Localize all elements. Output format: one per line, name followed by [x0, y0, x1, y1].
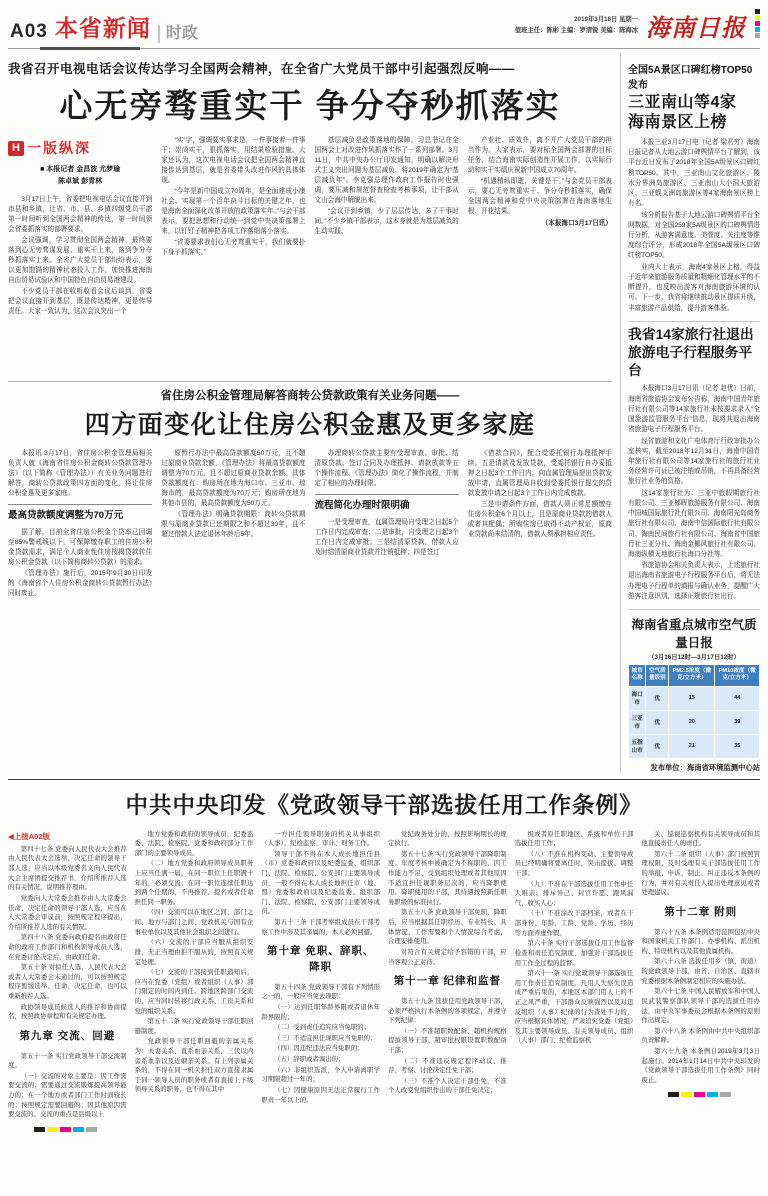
paragraph: 《管理办法》明确贷款期限：商转公贷款期限与原商业贷款已还期限之和不超过30年，且不超过借款人法定退休年龄后5年。 — [161, 511, 306, 539]
headline-line1: 我省14家旅行社退出 — [628, 326, 754, 342]
paragraph: 第五十四条 党政领导干部有下列情形之一的，一般应当免去现职： — [261, 983, 381, 1001]
paragraph: 原暂行办法中最高贷款额度50万元，且不超过原商业贷款余额，《管理办法》将最高贷款额度调整为70万元，且不超过原商业贷款余额。具体贷款额度有：购房所在地为海口市、三亚市、琼海市的，最高贷款额度为70万元；购房所在地为其他市县的，最高贷款额度为50万元。 — [161, 450, 306, 508]
table-row — [629, 710, 760, 734]
paragraph: （六）交流的干部应当服从组织安排，无正当理由拒不服从的，按照有关规定处理。 — [134, 939, 254, 966]
table-row — [629, 686, 760, 710]
color-swatch — [34, 1127, 45, 1132]
paragraph-group — [315, 136, 459, 237]
housing-article-col-1 — [8, 449, 152, 647]
paragraph: 《借款合同》，配合受委托银行办理抵押手续。五是请款及发放贷款，受委托银行自办妥抵押之日起3个工作日内，向直属管理局提出贷款发放申请，直属管理局自收到受委托银行提交的贷款发放申请之日起3个工作日内完成放款。 — [467, 450, 612, 498]
color-swatch — [86, 1127, 97, 1132]
paragraph: 产业壮、质效升，离不开广大党员干部的担当作为。大家表示，要对标全国两会部署的目标任务，结合海南实际创造性开展工作，以实际行动和实干实绩庆祝新中国成立70周年。 — [467, 137, 612, 175]
paragraph-group — [161, 136, 305, 258]
sidebar-article-scenic — [628, 61, 760, 314]
paragraph: 第六十八条 本条例由中共中央组织部负责解释。 — [641, 1027, 760, 1045]
paragraph: 第四十八条 党委向政府提名由政府任命的政府工作部门和机构领导成员人选，在党委讨论决定后，由政府任命。 — [8, 934, 127, 961]
paragraph: 这14家旅行社为：三亚中旅假期旅行社有限公司、三亚椰晖旅游服务有限公司、海南中国城国际旅行社有限公司、海南阳光岛商务旅行社有限公司、海南中信国际旅行社有限公司、海南民间旅行社有限公司、海南省中国旅行社三亚分社、海南金椰风旅行社有限公司、海南纵横天地旅行社海口分社等。 — [628, 489, 760, 558]
air-quality-report — [628, 615, 760, 773]
paragraph: 基层减负是政策落地的保障。习总书记在全国两会上对改进作风抓落实作了一系列部署。3月11日，中共中央办公厅印发通知，明确以解决形式主义突出问题为基层减负，将2019年确定为“基层减负年”。李克强总理作政府工作报告时也强调，要压减和规范督查检查考核事项，让干部从文山会海中解脱出来。 — [314, 137, 459, 205]
sidebar-divider — [628, 321, 760, 322]
column-subhead: 最高贷款额度调整为70万元 — [8, 504, 152, 523]
registration-marks — [755, 9, 760, 38]
table-row — [629, 734, 760, 758]
paragraph: 不少党员干部在收听收看会议后谈到，省委把会议直接开到基层，既是传达精神，更是传导责任。大家一致认为，这次会议突出一个 — [8, 288, 153, 316]
paragraph: 第五十条 对拟任人选，人民代表大会或者人大常委会未通过的，可以按照规定程序暂缓选举、任命、决定任命，也可以重新推荐人选。 — [8, 964, 127, 1000]
sidebar-divider — [628, 609, 760, 610]
air-quality-publisher: 发布单位：海南省环境监测中心站 — [650, 762, 760, 772]
chapter-heading: 第十章 免职、辞职、降职 — [266, 945, 375, 974]
paragraph: 本报讯 3月17日，省住房公积金管理局相关负责人就《海南省住房公积金商转公贷款管理办法》（以下简称《管理办法》）有关业务问题进行解答，商转公贷款政策四方面的变化，将让住房公积金惠及更多家庭。 — [8, 450, 153, 498]
table-header-cell: 空气质量级别 — [646, 665, 669, 687]
paragraph: （十）不准涂改干部档案，或者在干部身份、年龄、工龄、党龄、学历、经历等方面弄虚作假。 — [514, 910, 634, 937]
paragraph: 第五十一条 实行党政领导干部交流制度。 — [8, 1052, 127, 1070]
regulation-col-1 — [8, 830, 127, 1196]
paragraph: （二）地方党委和政府领导成员职务上应当任满一届，在同一职位上任职满十年的，必须交流；在同一职位连续任职达到两个任期的，不再推荐、提名或者任命担任同一职务。 — [134, 860, 254, 906]
color-swatch — [60, 1127, 71, 1132]
staff-line: 值班主任：陈彬 主编：罗清锐 美编：陈海冰 — [514, 26, 638, 34]
paragraph: 第五十七条 实行党政领导干部降职制度。年度考核中被确定为不称职的，因工作能力不足、受到组织处理或者其他原因不适宜担任现职务层次的，应当降职使用。降职使用的干部，其待遇按照新任职务职级的标准执行。 — [388, 850, 507, 906]
regulation-headline: 中共中央印发《党政领导干部选拔任用工作条例》 — [125, 792, 643, 818]
paragraph: 党委向人大常委会推荐由人大常委会任命、决定任命的领导干部人选，应当在人大常委会审议前，按照规定程序提出，介绍所推荐人选的有关情况。 — [8, 894, 127, 931]
lead-article-headline: 心无旁骛重实干 争分夺秒抓落实 — [59, 87, 561, 124]
regulation-col-4 — [388, 830, 507, 1196]
headline-line2: 海南景区上榜 — [628, 114, 728, 131]
regulation-col-5 — [515, 830, 634, 1196]
paragraph: 党政领导干部任职回避的亲属关系为：夫妻关系、直系血亲关系、三代以内旁系血亲以及近姻亲关系。有上列亲属关系的，不得在同一机关担任双方直接隶属于同一领导人员的职务或者有直接上下级领导关系的职务，也不得在其中 — [134, 1038, 254, 1094]
paragraph: 据了解，目前全省住房公积金个贷率已回调至85%警戒线以下，可保障缴存职工的住房公积金贷款需求，满足个人商业性住房按揭贷款转住房公积金贷款（以下简称商转公贷款）的需求。 — [8, 528, 153, 566]
date-line: 2019年3月18日 星期一 — [573, 16, 638, 24]
color-swatch — [755, 9, 760, 14]
paragraph: （八）不准在机构变动、主要领导成员已经明确将要离任时，突击提拔、调整干部； — [514, 850, 634, 878]
paragraph: 第六十条 实行干部选拔任用工作监督检查和责任追究制度，加强对干部选拔任用工作全过程的监督。 — [514, 940, 634, 967]
sidebar-column — [620, 53, 760, 773]
byline-line2: 陈卓斌 彭青林 — [58, 178, 103, 186]
paragraph: 一方担任领导职务的机关从事组织（人事）、纪检监察、审计、财务工作。 — [261, 830, 381, 848]
headline-line1: 三亚南山等4家 — [628, 94, 737, 111]
main-articles-zone — [8, 53, 612, 773]
regulation-col-6 — [641, 830, 760, 1196]
paragraph: 省旅游协会相关负责人表示，上述旅行社退出海南省旅游电子行程服务平台后，将无法办理电子行程单的填报与确认业务，提醒广大游客注意识别，选择正规旅行社出行。 — [628, 562, 760, 600]
header-right — [515, 8, 758, 43]
color-swatch — [47, 1127, 58, 1132]
paragraph: 第六十二条 组织（人事）部门按照管理权限，及时受理有关干部选拔任用工作的举报、申诉，制止、纠正违反本条例的行为，并对有关责任人提出处理意见或者处理建议。 — [641, 850, 760, 897]
paragraph: “今年是新中国成立70周年，是全面建成小康社会、实现第一个百年奋斗目标的关键之年，也是海南全面深化改革开放的政策落实年。”与会干部表示，要把思想和行动统一到党中央决策部署上来，以钉钉子精神把各项工作落细落小落实。 — [161, 188, 306, 236]
lead-article-col-3 — [315, 136, 459, 374]
paragraph: 该分析报告基于大地云游口碑舆情平台全网数据，对全国259家5A级景区的口碑舆情进行分析，从游客满意度、美誉度、关注度等维度综合评分，形成2018年全国5A级景区口碑红榜TOP50。 — [628, 211, 760, 260]
sidebar-article-a-headline — [628, 93, 760, 133]
paragraph: （四）因违纪违法应当免职的； — [274, 1045, 364, 1053]
paragraph: “省委要求我们心无旁骛重实干，我们就要扑下身子抓落实。” — [161, 239, 306, 257]
sidebar-article-a-kicker: 全国5A景区口碑红榜TOP50发布 — [628, 65, 753, 91]
column-brand-label — [8, 138, 152, 159]
paragraph: “机遇稍纵即逝，关键是干。”与会党员干部表示，要心无旁骛重实干、争分夺秒抓落实，确保全国两会精神和党中央决策部署在海南落地生根、开花结果。 — [467, 178, 612, 216]
paragraph: 党纪政务处分的，按照影响期长的规定执行。 — [388, 830, 507, 848]
edition-number: A03 — [10, 21, 48, 42]
air-quality-subtitle: （3月16日12时—3月17日12时） — [648, 654, 740, 662]
table-header-cell: PM10浓度（微克/立方米） — [715, 665, 760, 687]
lead-article-kicker: 我省召开电视电话会议传达学习全国两会精神，在全省广大党员干部中引起强烈反响—— — [8, 62, 516, 76]
table-cell: 15 — [669, 686, 715, 710]
paragraph: 3月17日上午，省委把电视电话会议直接开到市县和乡镇，让省、市、县、乡镇四级党员干部第一时间听到全国两会精神的传达，第一时间领会省委抓落实的部署要求。 — [8, 196, 153, 234]
paragraph: 第六十九条 本条例自2019年3月3日起施行。2014年1月14日中共中央印发的《党政领导干部选拔任用工作条例》同时废止。 — [641, 1047, 760, 1084]
paragraph: 《管理办法》施行后，2015年9月30日印发的《海南省个人住房公积金商转公贷款暂行办法》同时废止。 — [8, 569, 153, 597]
table-header-cell: PM2.5浓度（微克/立方米） — [669, 665, 715, 687]
paragraph: “实”字，强调要实事求是，一件事接着一件事干；崇尚实干，狠抓落实，用结果检验措施。大家还认为，这次电视电话会议把全国两会精神直接传达到基层，就是省委带头改进作风的具体体现。 — [161, 137, 306, 185]
housing-article — [8, 387, 612, 647]
paragraph: 对符合有关规定给予容错的干部，应当客观公正对待。 — [388, 948, 507, 966]
paragraph: （九）不准在干部选拔任用工作中任人唯亲、排斥异己、封官许愿、跑风漏气、收买人心； — [514, 880, 634, 907]
paragraph-group — [468, 449, 612, 540]
paragraph: （七）交流的干部接到任职通知后，应当在党委（党组）或者组织（人事）部门限定的时间内到任。跨地区跨部门交流的，应当同时转移行政关系、工资关系和党的组织关系。 — [134, 969, 254, 1015]
cmyk-registration-bar — [34, 1127, 100, 1132]
subsection-title: 时政 — [158, 25, 198, 43]
continued-from-marker: ◀上接A02版 — [8, 831, 51, 841]
table-cell: 20 — [669, 710, 715, 734]
housing-article-col-4 — [468, 449, 612, 647]
header-meta — [515, 15, 638, 35]
lead-article-body — [8, 136, 612, 374]
air-quality-table — [628, 664, 760, 759]
table-header-cell: 城市名称 — [629, 665, 646, 687]
sidebar-article-travel — [628, 326, 760, 602]
paragraph: 业内人士表示，海南4家景区上榜，得益于近年来旅游服务质量和精细化管理水平的不断提升，也反映出游客对海南旅游环境的认可。下一步，我省将继续推动景区提质升级，丰富旅游产品供给，提升游客体验。 — [628, 263, 760, 312]
table-cell: 海口市 — [629, 686, 646, 710]
paragraph: （三）不准个人决定干部任免，不准个人改变党组织作出的干部任免决定； — [388, 1077, 507, 1095]
sidebar-article-b-headline — [628, 326, 760, 380]
article-divider — [8, 381, 612, 382]
paragraph: 地方党委和政府的领导成员，纪委监委、法院、检察院、党委和政府部分工作部门的主要领导成员。 — [134, 830, 254, 857]
paragraph-group — [8, 195, 152, 317]
paragraph: 第五十三条 干部考察组成员在干部考察工作中涉及其亲属的，本人必须回避。 — [261, 919, 381, 936]
paragraph: （一）不准超职数配备、超机构规格提拔领导干部、超审批权限设置职数配备干部； — [388, 1027, 507, 1054]
header-rule-accent — [40, 47, 140, 50]
paragraph: （三）不适宜担任现职应当免职的； — [274, 1034, 377, 1042]
paragraph: （二）受到责任追究应当免职的； — [274, 1024, 370, 1032]
paragraph: 政协领导成员候选人的推荐和协商提名，按照政协章程和有关规定办理。 — [8, 1003, 127, 1021]
table-cell: 优 — [646, 734, 669, 758]
paragraph: 本报海口3月17日讯（记者 赵优）日前，海南省旅游协会发布公告称，海南中国青年旅行社有限公司等14家旅行社未按要求录入“全国旅游监管服务平台”信息，现将其退出海南省旅游电子行程服务平台。 — [628, 385, 760, 434]
table-cell: 44 — [715, 686, 760, 710]
paragraph-group — [315, 449, 459, 558]
paragraph: 领导干部不得在本人成长地担任县（市）党委和政府以及纪委监委、组织部门、法院、检察院、公安部门主要领导成员，一般不得在本人成长地担任市（地、盟）党委和政府以及纪委监委、组织部门、法院、检察院、公安部门主要领导成员。 — [261, 850, 381, 916]
paragraph: （一）交流的对象主要是：因工作需要交流的；需要通过交流锻炼提高领导能力的；在一个地方或者部门工作时间较长的；按照规定需要回避的；因其他原因需要交流的。交流的重点是县级以上 — [8, 1072, 127, 1119]
chapter-heading: 第十一章 纪律和监督 — [393, 975, 502, 988]
paragraph: （二）不准违反规定程序动议、推荐、考察、讨论决定任免干部； — [388, 1057, 507, 1075]
paragraph: 第五十二条 实行党政领导干部任职回避制度。 — [134, 1018, 254, 1035]
paragraph: 会议强调，学习贯彻全国两会精神，最终要落到心无旁骛谋发展、重实干上来，落到争分夺秒抓落实上来。全省广大党员干部纷纷表示，要以更加饱满的精神状态投入工作，加快推进海南自由贸易试验区和中国特色自由贸易港建设。 — [8, 237, 153, 285]
paragraph: （一）达到任职年龄界限或者退休年龄界限的； — [261, 1004, 381, 1021]
housing-article-col-3 — [315, 449, 459, 647]
paragraph: 第六十一条 实行党政领导干部选拔任用工作责任追究制度。凡用人失察失误造成严重后果的，本地区本部门用人上的不正之风严重，干部群众反映强烈以及对违反组织（人事）纪律的行为查处不力的，应当根据具体情况，严肃追究党委（党组）及其主要领导成员、有关领导成员、组织（人事）部门、纪检监察机 — [514, 970, 634, 1045]
column-brand-text: 一版纵深 — [26, 140, 91, 156]
regulation-col-3 — [261, 830, 380, 1196]
paragraph: 本报三亚3月17日电（记者 梁君穷）海南日报记者从大地云游口碑舆情平台了解到，该平台近日发布了2018年全国5A级景区口碑红榜TOP50。其中，三亚南山文化旅游区、陵水分界洲岛旅游区、三亚南山大小洞天旅游区、三亚蜈支洲岛旅游区等4家海南景区榜上有名。 — [628, 139, 760, 208]
color-swatch — [73, 1127, 84, 1132]
color-swatch — [755, 21, 760, 26]
lead-article-col-4 — [468, 136, 612, 374]
article-credit: （本报海口3月17日讯） — [541, 220, 612, 228]
table-header-row — [629, 665, 760, 687]
table-cell: 五指山市 — [629, 734, 646, 758]
housing-article-headline: 四方面变化让住房公积金惠及更多家庭 — [84, 411, 536, 439]
paragraph: 第五十八条 党政领导干部免职、降职后，应当根据其任职经历、专业特长、具体情况、工作需要和个人情况综合考虑，合理安排使用。 — [388, 909, 507, 946]
masthead-logo: 海南日报 — [646, 16, 746, 42]
lead-article-col-2 — [161, 136, 305, 374]
paragraph-group — [8, 449, 152, 599]
paragraph: 第五十九条 选拔任用党政领导干部，必须严格执行本条例的各项规定，并遵守下列纪律： — [388, 997, 507, 1025]
housing-article-kicker: 省住房公积金管理局解答商转公贷款政策有关业务问题—— — [160, 390, 460, 402]
air-quality-title: 海南省重点城市空气质量日报 — [631, 618, 757, 651]
regulation-section — [8, 779, 760, 1196]
paragraph-group — [161, 449, 305, 540]
paragraph: 办理商转公贷款主要有受理审查、审批、结清原贷款、签订合同及办理抵押、请款放款等五个操作流程。《管理办法》简化了操作流程，并制定了相应的办理时限。 — [314, 450, 459, 488]
paragraph: 一是受理审查，直属管理局自受理之日起5个工作日内完成审查；二是审批，自受理之日起3个工作日内完成审批；三是结清原贷款，借款人应及时结清原商业贷款并注销抵押；四是签订 — [314, 518, 459, 556]
paragraph: （七）因健康原因无法正常履行工作职责一年以上的。 — [261, 1086, 381, 1104]
lead-article — [8, 59, 612, 374]
lead-article-col-1 — [8, 136, 152, 374]
paragraph: 三是申请条件方面，借款人须正常足额缴存住房公积金6个月以上，且是原商业贷款的借款人或者其配偶；所购住房已取得不动产权证，原商业贷款尚未结清的，借款人须承担相应责任。 — [467, 501, 612, 539]
main-content-row — [8, 53, 760, 773]
paragraph: 关、巡视巡察机构有关领导成员和其他直接责任人的责任。 — [641, 830, 760, 848]
color-swatch — [755, 33, 760, 38]
regulation-body — [8, 830, 760, 1196]
headline-line2: 旅游电子行程服务平台 — [628, 344, 753, 378]
paragraph: 经省旅游和文化广电体育厅行政审批办公室核实，截至2018年12月31日，海南中国青年旅行社有限公司等14家旅行社的旅行社业务经营许可证已被注销或吊销，不再具备经营旅行社业务的资格。 — [628, 437, 760, 486]
paragraph-group — [628, 138, 760, 314]
header-rule — [8, 48, 760, 53]
newspaper-brand-icon: H — [8, 141, 24, 156]
chapter-heading: 第十二章 附则 — [664, 905, 738, 918]
table-cell: 35 — [715, 734, 760, 758]
table-cell: 优 — [646, 686, 669, 710]
housing-article-body — [8, 449, 612, 647]
header-left — [10, 10, 198, 43]
color-swatch — [755, 27, 760, 32]
table-cell: 39 — [715, 710, 760, 734]
color-swatch — [755, 15, 760, 20]
paragraph: （四）交流可以在地区之间、部门之间、地方与部门之间、党政机关与国有企事业单位以及其他社会组织之间进行。 — [134, 909, 254, 936]
paragraph: 级或者原任职地区、系统和单位干部选拔任用工作； — [514, 830, 634, 848]
paragraph-group — [468, 136, 612, 217]
column-subhead: 流程简化办理时限明确 — [315, 494, 459, 513]
paragraph: （六）非组织选派，个人申请离职学习期限超过一年的； — [261, 1066, 381, 1084]
table-cell: 21 — [669, 734, 715, 758]
table-cell: 三亚市 — [629, 710, 646, 734]
section-title: 本省新闻 — [54, 15, 151, 41]
chapter-heading: 第九章 交流、回避 — [19, 1029, 116, 1042]
housing-article-col-2 — [161, 449, 305, 647]
table-cell: 优 — [646, 710, 669, 734]
byline — [8, 164, 152, 188]
paragraph: 第四十七条 党委向人民代表大会推荐由人民代表大会选举、决定任命的领导干部人选，应当以本级党委名义向人民代表大会主席团提交推荐书，介绍所推荐人选的有关情况，说明推荐理由。 — [8, 845, 127, 892]
paragraph-group — [628, 384, 760, 602]
paragraph: 第六十五条 本条例适用范围包括中央和国家机关工作部门、办事机构、派出机构、特设机构以及其他直属机构。 — [641, 928, 760, 955]
paragraph: “会议开到乡镇，少了层层传达，多了干事时间。”不少乡镇干部表示，这本身就是为基层减负的生动实践。 — [314, 208, 459, 236]
paragraph: 第六十六条 选拔任用乡（镇、街道）的党政领导干部，由省、自治区、直辖市党委根据本条例制定相应的实施办法。 — [641, 958, 760, 985]
paragraph: 第六十七条 中国人民解放军和中国人民武装警察部队领导干部的选拔任用办法，由中央军事委员会根据本条例的原则作出规定。 — [641, 988, 760, 1025]
regulation-col-2 — [135, 830, 254, 1196]
paragraph: （五）辞职或者调出的； — [274, 1056, 345, 1064]
page-header — [8, 5, 760, 48]
byline-line1: ■ 本报记者 金昌波 尤梦瑜 — [40, 166, 121, 174]
